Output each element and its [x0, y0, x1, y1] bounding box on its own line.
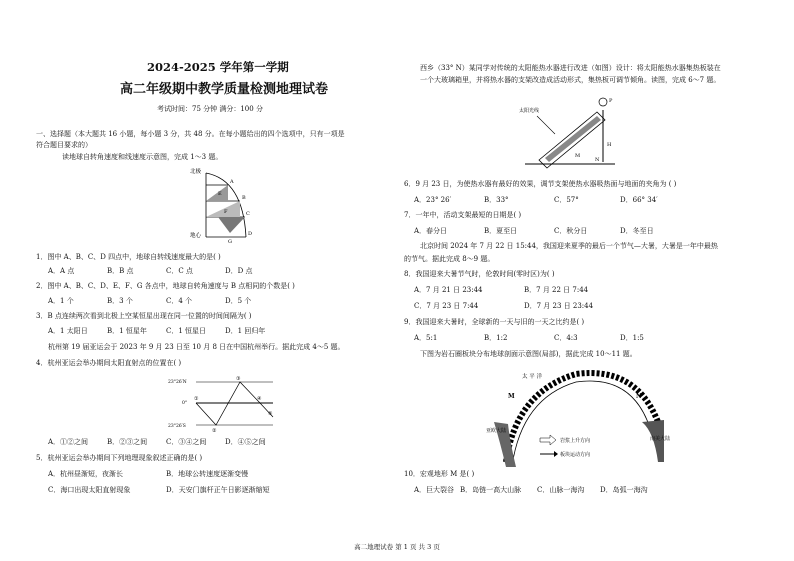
q9-stem: 9．我国迎来大暑时，全球新的一天与旧的一天之比约是( )	[404, 318, 585, 326]
q3-option-d: D．1 回归年	[225, 327, 266, 335]
fig1-point-e: E	[218, 191, 222, 197]
q8-option-b: B．7 月 22 日 7:44	[524, 286, 589, 294]
q9-option-a: A．5:1	[414, 334, 438, 342]
lead-1-3: 读地球自转角速度和线速度示意图，完成 1～3 题。	[62, 153, 223, 161]
q4-option-c: C．③④之间	[166, 438, 207, 446]
q4-option-b: B．②③之间	[107, 438, 148, 446]
fig3-label-n: N	[595, 157, 600, 163]
q6-stem: 6．9 月 23 日，为使热水器有最好的效果，调节支架使热水器吸热面与地面的夹角为 ( )	[404, 180, 677, 188]
fig2-mark-4: ④	[257, 396, 262, 402]
fig2-mark-5: ⑤	[268, 411, 273, 417]
q1-stem: 1．图中 A、B、C、D 四点中，地球自转线速度最大的是( )	[36, 253, 221, 261]
q6-option-b: B．33°	[484, 196, 509, 204]
fig3-label-m: M	[575, 153, 581, 159]
q5-option-b: B．地球公转速度逐渐变慢	[166, 470, 249, 478]
q1-option-d: D．D 点	[225, 267, 253, 275]
exam-info: 考试时间：75 分钟 满分：100 分	[157, 105, 263, 113]
lead-8-9: 北京时间 2024 年 7 月 22 日 15:44，我国迎来夏季的最后一个节气—大暑，大暑是一年中最热	[420, 242, 718, 250]
q5-stem: 5．杭州亚运会举办期间下列地理现象叙述正确的是( )	[36, 454, 203, 462]
fig4-mark-m: M	[508, 393, 515, 400]
q2-option-c: C．4 个	[166, 297, 193, 305]
q5-option-c: C．海口出现太阳直射现象	[48, 486, 131, 494]
fig4-mark-n: N	[636, 393, 642, 400]
lead-6-7-cont: 一个大玻璃箱里，并将热水器的支架改造成活动形式，集热板可调节倾角。读图，完成 6～7 题。	[420, 76, 721, 84]
q4-option-a: A．①②之间	[48, 438, 89, 446]
section-intro-cont: 符合题目要求的）	[36, 141, 92, 149]
q6-option-c: C．57°	[554, 196, 579, 204]
q8-option-c: C．7 月 23 日 7:44	[414, 302, 479, 310]
q3-option-c: C．1 恒星日	[166, 327, 207, 335]
fig4-legend-magma: 岩浆上升方向	[560, 438, 591, 444]
title-line1: 2024-2025 学年第一学期	[147, 60, 289, 74]
q2-option-a: A．1 个	[48, 297, 74, 305]
fig1-point-a: A	[230, 179, 234, 185]
q2-stem: 2．图中 A、B、C、D、E、F、G 各点中，地球自转角速度与 B 点相同的个数是( )	[36, 282, 295, 290]
q10-option-a: A．巨大裂谷	[414, 486, 455, 494]
solar-heater-figure	[515, 90, 625, 170]
q5-option-a: A．杭州昼渐短，夜渐长	[48, 470, 124, 478]
q3-option-a: A．1 太阳日	[48, 327, 88, 335]
fig3-sunlight-label: 太阳光线	[519, 108, 540, 114]
q7-stem: 7．一年中，活动支架最短的日期是( )	[404, 211, 522, 219]
fig2-equator: 0°	[182, 401, 188, 406]
q4-option-d: D．④⑤之间	[225, 438, 266, 446]
q1-option-b: B．B 点	[107, 267, 134, 275]
fig1-north-label: 北极	[190, 169, 202, 175]
fig4-legend-plate: 板块运动方向	[560, 452, 591, 458]
q2-option-d: D．5 个	[225, 297, 252, 305]
fig1-point-c: C	[246, 211, 250, 217]
fig3-label-h: H	[607, 142, 612, 148]
q3-option-b: B．1 恒星年	[107, 327, 147, 335]
lead-8-9-cont: 的节气。据此完成 8～9 题。	[404, 255, 495, 263]
q9-option-b: B．1:2	[484, 334, 508, 342]
q1-option-c: C．C 点	[166, 267, 193, 275]
q9-option-d: D．1:5	[620, 334, 644, 342]
lead-4-5: 杭州第 19 届亚运会于 2023 年 9 月 23 日至 10 月 8 日在中国杭州举行。据此完成 4～5 题。	[48, 343, 345, 351]
q8-option-a: A．7 月 21 日 23:44	[414, 286, 483, 294]
page-footer: 高二地理试卷 第 1 页 共 3 页	[354, 543, 440, 551]
q7-option-d: D．冬至日	[620, 227, 654, 235]
fig2-mark-3: ③	[236, 376, 241, 382]
fig1-point-f: F	[224, 209, 228, 215]
q7-option-c: C．秋分日	[554, 227, 588, 235]
lead-10-11: 下图为岩石圈板块分布地球剖面示意图(局部)，据此完成 10～11 题。	[420, 350, 637, 358]
fig2-mark-2: ②	[212, 428, 217, 434]
title-line2: 高二年级期中教学质量检测地理试卷	[120, 82, 329, 97]
fig2-mark-1: ①	[194, 396, 199, 402]
fig1-point-b: B	[242, 195, 246, 201]
fig2-tropic-south: 23°26′S	[168, 424, 186, 429]
q10-option-c: C．山脉一海沟	[537, 486, 585, 494]
fig4-right-land: 南美大陆	[650, 436, 671, 442]
section-intro: 一、选择题（本大题共 16 小题，每小题 3 分，共 48 分。在每小题给出的四个选项中，只有一项是	[36, 130, 345, 138]
plate-section-figure	[486, 362, 671, 472]
q10-option-d: D．岛弧一海沟	[600, 486, 648, 494]
q4-stem: 4．杭州亚运会举办期间太阳直射点的位置在( )	[36, 359, 182, 367]
q3-stem: 3．B 点连续两次看到北极上空某恒星出现在同一位置的时间间隔为( )	[36, 312, 252, 320]
q7-option-a: A．春分日	[414, 227, 448, 235]
q1-option-a: A．A 点	[48, 267, 75, 275]
sun-direct-point-figure	[168, 372, 278, 434]
q5-option-d: D．天安门旗杆正午日影逐渐缩短	[166, 486, 270, 494]
q2-option-b: B．3 个	[107, 297, 133, 305]
fig1-center-label: 地心	[190, 233, 202, 239]
q10-stem: 10．宏观地形 M 是( )	[404, 470, 475, 478]
q8-stem: 8．我国迎来大暑节气时，伦敦时间(零时区)为( )	[404, 270, 555, 278]
fig3-label-p: P	[609, 98, 613, 104]
fig1-point-g: G	[228, 239, 232, 245]
rotation-speed-figure	[188, 165, 258, 245]
fig2-tropic-north: 23°26′N	[168, 380, 187, 385]
fig4-ocean-tai: 太 平 洋	[522, 374, 542, 380]
q6-option-a: A．23° 26′	[414, 196, 452, 204]
fig4-left-land: 亚欧大陆	[486, 428, 507, 434]
q9-option-c: C．4:3	[554, 334, 578, 342]
lead-6-7: 西乡（33° N）某同学对传统的太阳能热水器进行改进（如图）设计：将太阳能热水器集热板装在	[420, 64, 721, 72]
q8-option-d: D．7 月 23 日 23:44	[524, 302, 594, 310]
fig1-point-d: D	[248, 231, 253, 237]
q10-option-b: B．岛链一高大山脉	[460, 486, 522, 494]
q6-option-d: D．66° 34′	[620, 196, 658, 204]
q7-option-b: B．夏至日	[484, 227, 518, 235]
